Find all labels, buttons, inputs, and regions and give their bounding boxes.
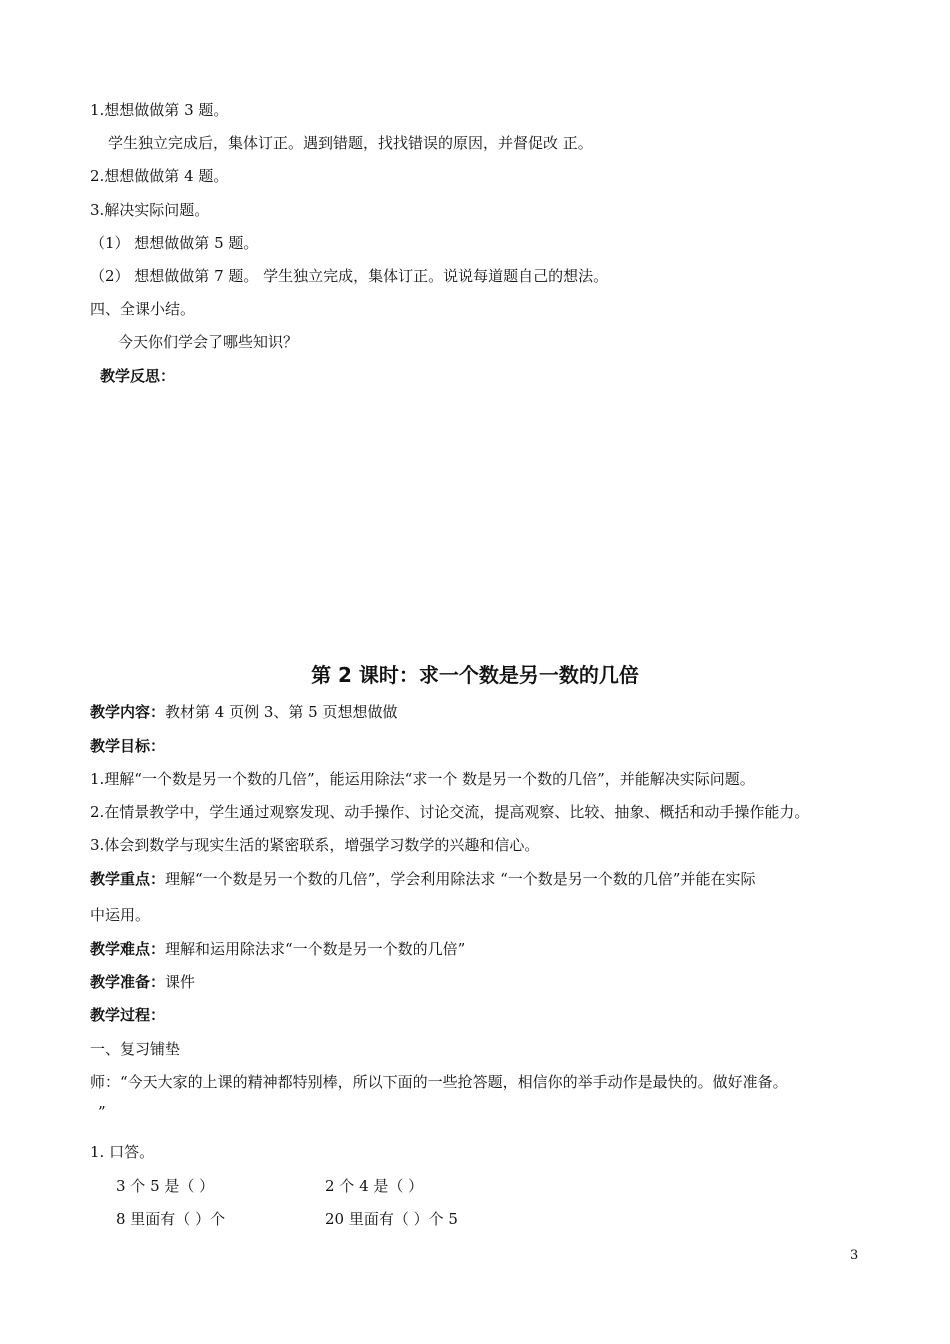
prep-text: 课件 (165, 973, 196, 991)
goal-item: 3.体会到数学与现实生活的紧密联系，增强学习数学的兴趣和信心。 (90, 836, 540, 854)
prep-label: 教学准备： (90, 973, 166, 991)
prep-row (90, 972, 195, 992)
text-line: 学生独立完成后，集体订正。遇到错题，找找错误的原因，并督促改 正。 (108, 134, 593, 152)
key-row (90, 869, 755, 889)
text-line: （1） 想想做做第 5 题。 (90, 234, 259, 252)
lesson-title: 第 2 课时：求一个数是另一数的几倍 (311, 663, 639, 687)
difficulty-label: 教学难点： (90, 940, 166, 958)
content-label: 教学内容： (90, 703, 166, 721)
teacher-speech-end: ” (98, 1103, 106, 1121)
difficulty-row (90, 939, 465, 959)
goal-item: 2.在情景教学中，学生通过观察发现、动手操作、讨论交流，提高观察、比较、抽象、概括和动手操作能力。 (90, 803, 810, 821)
section-heading: 四、全课小结。 (90, 300, 196, 318)
question-heading: 1. 口答。 (90, 1143, 155, 1161)
goals-label: 教学目标： (90, 737, 166, 755)
teacher-speech: 师：“今天大家的上课的精神都特别棒，所以下面的一些抢答题，相信你的举手动作是最快的。做好准备。 (90, 1073, 788, 1091)
key-label: 教学重点： (90, 870, 166, 888)
text-line: 1.想想做做第 3 题。 (90, 101, 229, 119)
question-item: 8 里面有（ ）个 (116, 1210, 226, 1228)
question-item: 3 个 5 是（ ） (116, 1177, 215, 1195)
text-line: 3.解决实际问题。 (90, 201, 210, 219)
content-text: 教材第 4 页例 3、第 5 页想想做做 (165, 703, 398, 721)
key-text: 理解“一个数是另一个数的几倍”，学会利用除法求 “一个数是另一个数的几倍”并能在实际 (165, 870, 756, 888)
text-line: （2） 想想做做第 7 题。 学生独立完成，集体订正。说说每道题自己的想法。 (90, 267, 609, 285)
process-label: 教学过程： (90, 1006, 166, 1024)
difficulty-text: 理解和运用除法求“一个数是另一个数的几倍” (165, 940, 466, 958)
question-item: 2 个 4 是（ ） (325, 1177, 424, 1195)
goal-item: 1.理解“一个数是另一个数的几倍”，能运用除法“求一个 数是另一个数的几倍”，并能解决实际问题。 (90, 770, 755, 788)
page-number: 3 (850, 1248, 859, 1263)
content-row (90, 702, 398, 722)
question-item: 20 里面有（ ）个 5 (325, 1210, 458, 1228)
text-line: 2.想想做做第 4 题。 (90, 167, 229, 185)
text-line: 今天你们学会了哪些知识？ (118, 333, 299, 351)
reflection-label: 教学反思： (100, 367, 176, 385)
section-heading: 一、复习铺垫 (90, 1040, 181, 1058)
key-text-continued: 中运用。 (90, 906, 151, 924)
